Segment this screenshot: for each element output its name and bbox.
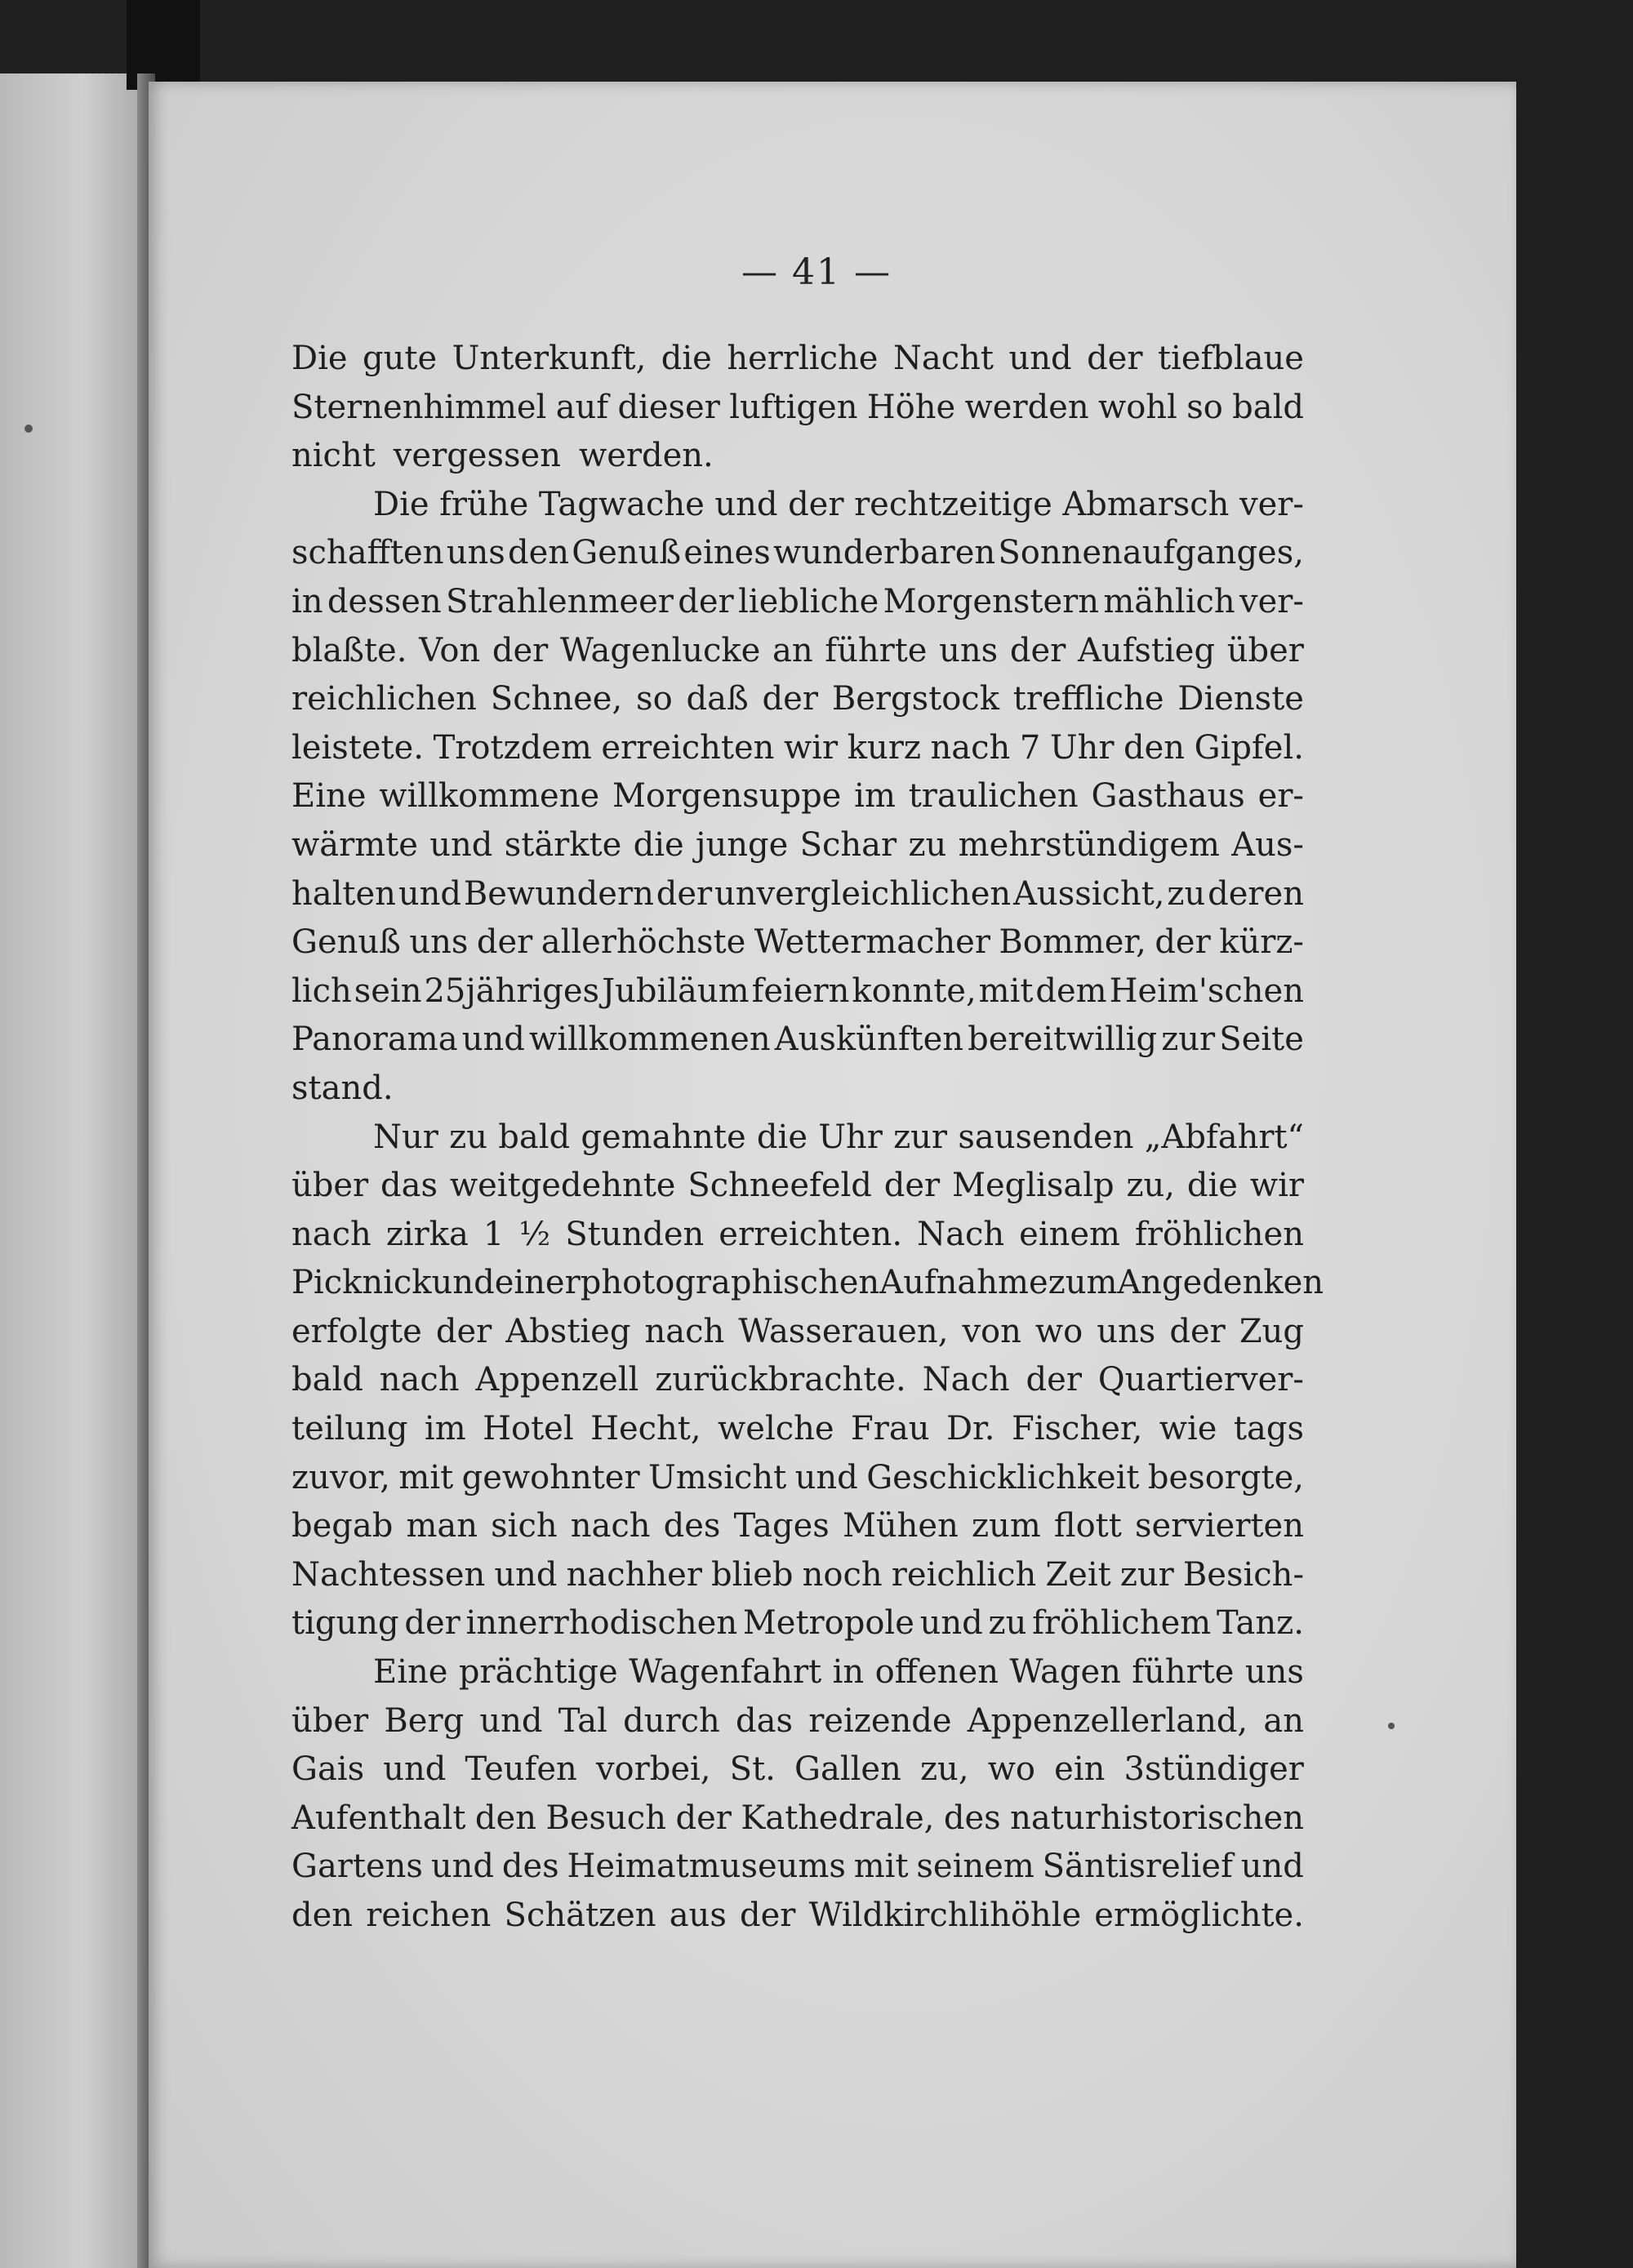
text-line: Die frühe Tagwache und der rechtzeitige Abmarsch ver-: [373, 485, 1304, 523]
text-line: schafften uns den Genuß eines wunderbaren Sonnenaufganges,: [291, 534, 1304, 572]
text-line: tigung der innerrhodischen Metropole und zu fröhlichem Tanz.: [291, 1604, 1304, 1643]
text-line: über das weitgedehnte Schneefeld der Meglisalp zu, die wir: [291, 1167, 1304, 1205]
text-line: teilung im Hotel Hecht, welche Frau Dr. Fischer, wie tags: [291, 1410, 1304, 1448]
text-line: Genuß uns der allerhöchste Wettermacher Bommer, der kürz-: [291, 923, 1304, 962]
speck-mark: [1388, 1723, 1395, 1729]
left-page-edge: [0, 73, 151, 2268]
text-line: Gais und Teufen vorbei, St. Gallen zu, wo ein 3stündiger: [291, 1750, 1304, 1789]
text-line: reichlichen Schnee, so daß der Bergstock treffliche Dienste: [291, 680, 1304, 718]
text-line: begab man sich nach des Tages Mühen zum flott servierten: [291, 1507, 1304, 1545]
text-line: nach zirka 1 ½ Stunden erreichten. Nach einem fröhlichen: [291, 1215, 1304, 1253]
text-line: über Berg und Tal durch das reizende Appenzellerland, an: [291, 1701, 1304, 1740]
text-line: nicht vergessen werden.: [291, 437, 714, 475]
text-line: Panorama und willkommenen Auskünften bereitwillig zur Seite: [291, 1021, 1304, 1059]
text-line: Sternenhimmel auf dieser luftigen Höhe werden wohl so bald: [291, 388, 1304, 426]
text-line: in dessen Strahlenmeer der liebliche Morgenstern mählich ver-: [291, 582, 1304, 620]
page-number: — 41 —: [741, 251, 892, 293]
text-line: Aufenthalt den Besuch der Kathedrale, des naturhistorischen: [291, 1799, 1304, 1837]
text-line: Eine prächtige Wagenfahrt in offenen Wagen führte uns: [373, 1653, 1304, 1692]
text-line: leistete. Trotzdem erreichten wir kurz nach 7 Uhr den Gipfel.: [291, 728, 1304, 767]
text-line: lich sein 25jähriges Jubiläum feiern konnte, mit dem Heim'schen: [291, 972, 1304, 1010]
text-line: Nur zu bald gemahnte die Uhr zur sausenden „Abfahrt“: [373, 1118, 1304, 1156]
text-line: Eine willkommene Morgensuppe im traulichen Gasthaus er-: [291, 777, 1304, 816]
text-line: erfolgte der Abstieg nach Wasserauen, von wo uns der Zug: [291, 1312, 1304, 1350]
text-line: Die gute Unterkunft, die herrliche Nacht und der tiefblaue: [291, 340, 1304, 377]
text-line: Gartens und des Heimatmuseums mit seinem Säntisrelief und: [291, 1848, 1304, 1886]
text-line: Nachtessen und nachher blieb noch reichlich Zeit zur Besich-: [291, 1555, 1304, 1594]
speck-mark: [24, 425, 33, 433]
text-line: wärmte und stärkte die junge Schar zu mehrstündigem Aus-: [291, 825, 1304, 864]
text-line: stand.: [291, 1069, 394, 1107]
text-line: den reichen Schätzen aus der Wildkirchlihöhle ermöglichte.: [291, 1897, 1304, 1934]
text-line: blaßte. Von der Wagenlucke an führte uns der Aufstieg über: [291, 631, 1304, 669]
text-line: zuvor, mit gewohnter Umsicht und Geschicklichkeit besorgte,: [291, 1458, 1304, 1496]
text-line: halten und Bewundern der unvergleichlichen Aussicht, zu deren: [291, 874, 1304, 913]
text-line: Picknick und einer photographischen Aufnahme zum Angedenken: [291, 1264, 1324, 1302]
text-line: bald nach Appenzell zurückbrachte. Nach der Quartierver-: [291, 1361, 1304, 1399]
body-text: [291, 335, 1324, 1941]
